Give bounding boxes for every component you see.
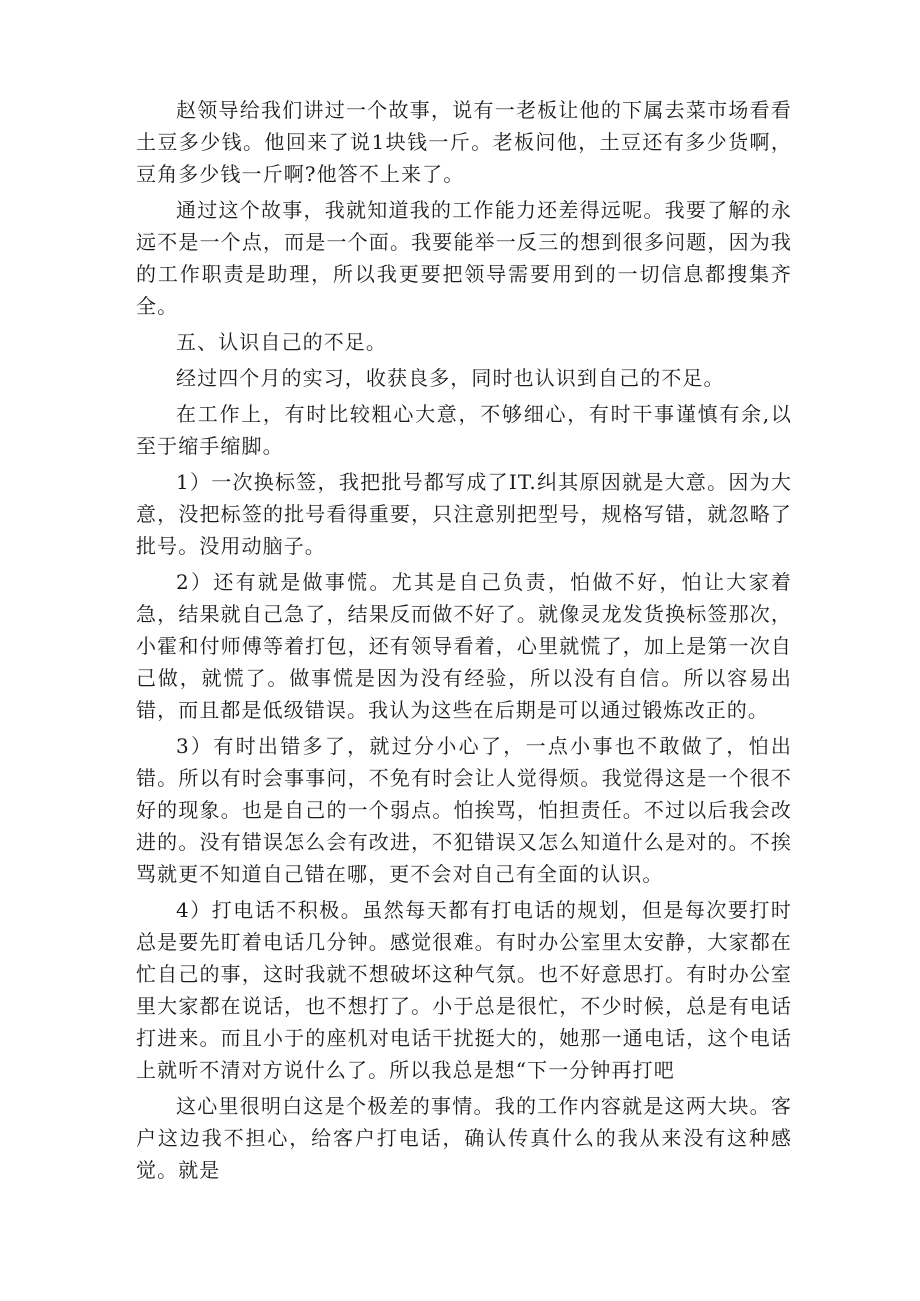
paragraph-lesson: 通过这个故事，我就知道我的工作能力还差得远呢。我要了解的永远不是一个点，而是一个面。我要能举一反三的想到很多问题，因为我的工作职责是助理，所以我更要把领导需要用到的一切信息都搜集齐全。	[136, 198, 792, 318]
paragraph-item-4: 4）打电话不积极。虽然每天都有打电话的规划，但是每次要打时总是要先盯着电话几分钟。感觉很难。有时办公室里太安静，大家都在忙自己的事，这时我就不想破坏这种气氛。也不好意思打。有时办公室里大家都在说话，也不想打了。小于总是很忙，不少时候，总是有电话打进来。而且小于的座机对电话干扰挺大的，她那一通电话，这个电话上就听不清对方说什么了。所以我总是想“下一分钟再打吧	[136, 898, 792, 1082]
paragraph-summary: 经过四个月的实习，收获良多，同时也认识到自己的不足。	[176, 366, 725, 390]
section-heading-shortcomings: 五、认识自己的不足。	[176, 330, 387, 354]
paragraph-item-1: 1）一次换标签，我把批号都写成了IT.纠其原因就是大意。因为大意，没把标签的批号看得重要，只注意别把型号，规格写错，就忽略了批号。没用动脑子。	[136, 470, 792, 558]
paragraph-carelessness: 在工作上，有时比较粗心大意，不够细心，有时干事谨慎有余,以至于缩手缩脚。	[136, 402, 792, 458]
paragraph-story: 赵领导给我们讲过一个故事，说有一老板让他的下属去菜市场看看土豆多少钱。他回来了说1块钱一斤。老板问他，土豆还有多少货啊，豆角多少钱一斤啊?他答不上来了。	[136, 98, 792, 186]
paragraph-continuation: 这心里很明白这是个极差的事情。我的工作内容就是这两大块。客户这边我不担心，给客户打电话，确认传真什么的我从来没有这种感觉。就是	[136, 1094, 792, 1182]
paragraph-item-3: 3）有时出错多了，就过分小心了，一点小事也不敢做了，怕出错。所以有时会事事问，不免有时会让人觉得烦。我觉得这是一个很不好的现象。也是自己的一个弱点。怕挨骂，怕担责任。不过以后我会改进的。没有错误怎么会有改进，不犯错误又怎么知道什么是对的。不挨骂就更不知道自己错在哪，更不会对自己有全面的认识。	[136, 734, 792, 886]
document-body	[136, 94, 792, 1190]
paragraph-item-2: 2）还有就是做事慌。尤其是自己负责，怕做不好，怕让大家着急，结果就自己急了，结果反而做不好了。就像灵龙发货换标签那次，小霍和付师傅等着打包，还有领导看着，心里就慌了，加上是第一次自己做，就慌了。做事慌是因为没有经验，所以没有自信。所以容易出错，而且都是低级错误。我认为这些在后期是可以通过锻炼改正的。	[136, 570, 792, 722]
